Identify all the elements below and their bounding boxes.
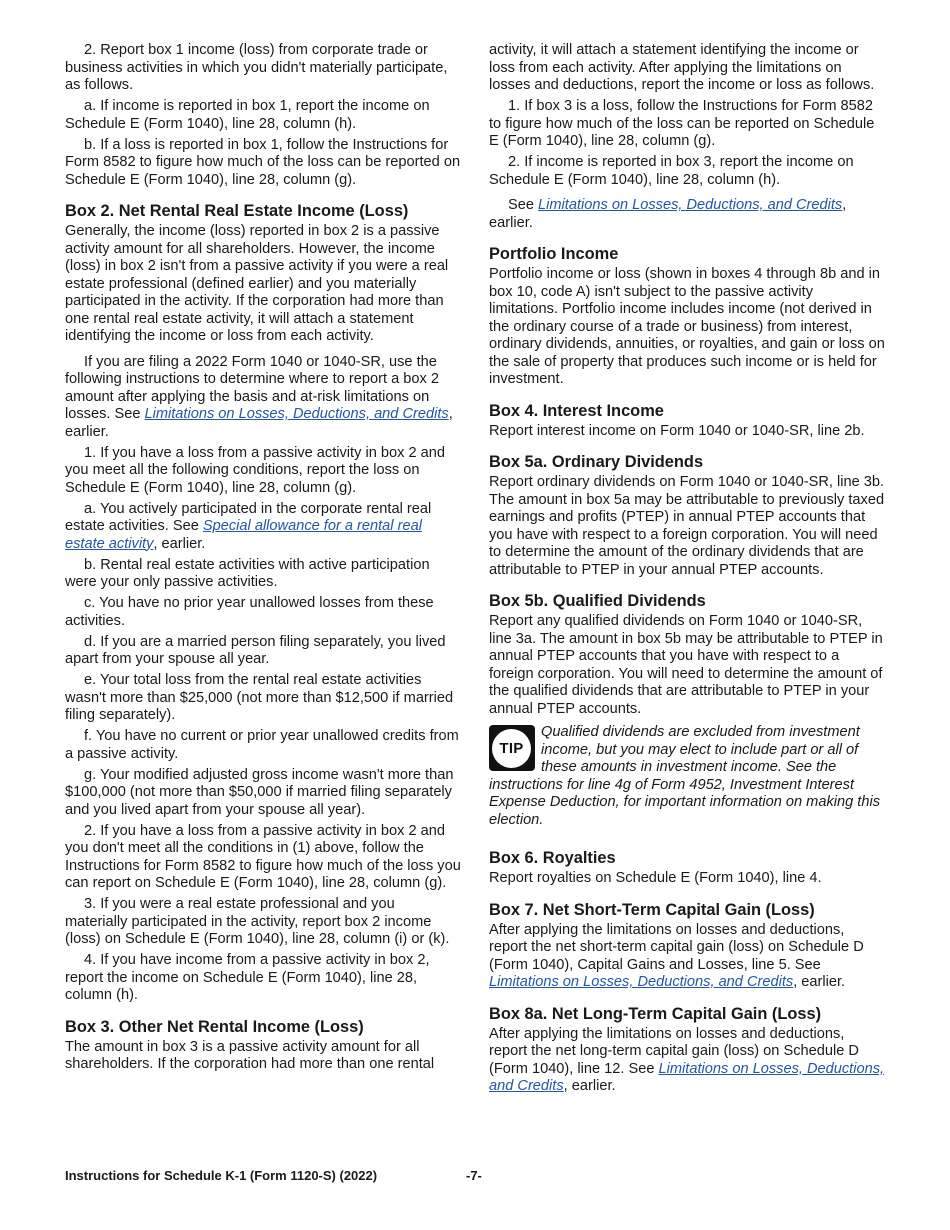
paragraph-box5a: Report ordinary dividends on Form 1040 or 1040-SR, line 3b. The amount in box 5a may be attributable to previously taxed earnings and profits (PTEP) in annual PTEP accounts that you have with respect to a foreign corporation. You will need to determine the amount of the ordinary dividends that are attributable to PTEP in your annual PTEP accounts. <box>489 474 885 578</box>
list-item-1g-condition: g. Your modified adjusted gross income wasn't more than $100,000 (not more than $50,000 if married filing separately and you lived apart from your spouse all year). <box>65 766 454 818</box>
paragraph-box3: The amount in box 3 is a passive activity amount for all shareholders. If the corporation had more than one rental <box>65 1038 435 1072</box>
left-column <box>65 42 461 1077</box>
list-item-1c-condition: c. You have no prior year unallowed losses from these activities. <box>65 595 434 629</box>
paragraph-box3-continued: activity, it will attach a statement identifying the income or loss from each activity. After applying the limitations on losses and deductions, report the income or loss as follows. <box>489 42 875 93</box>
list-item-1b: b. If a loss is reported in box 1, follow the Instructions for Form 8582 to figure how much of the loss can be reported on Schedule E (Form 1040), line 28, column (g). <box>65 136 461 188</box>
paragraph-box8a: After applying the limitations on losses and deductions, report the net long-term capital gain (loss) on Schedule D (Form 1040), line 12. See Limitations on Losses, Deductions, and Credits, earlier. <box>489 1025 885 1094</box>
heading-box7: Box 7. Net Short-Term Capital Gain (Loss) <box>489 900 815 919</box>
link-special-allowance[interactable]: Special allowance for a rental real estate activity <box>65 518 422 552</box>
heading-portfolio-income: Portfolio Income <box>489 245 619 263</box>
heading-box4: Box 4. Interest Income <box>489 401 664 420</box>
list-item-1a-condition: a. You actively participated in the corporate rental real estate activities. See Special allowance for a rental real estate activity, earlier. <box>65 500 432 552</box>
list-item-3: 3. If you were a real estate professional and you materially participated in the activity, report box 2 income (loss) on Schedule E (Form 1040), line 28, column (i) or (k). <box>65 896 450 947</box>
list-item-box3-2: 2. If income is reported in box 3, report the income on Schedule E (Form 1040), line 28, column (h). <box>489 154 854 188</box>
link-limitations[interactable]: Limitations on Losses, Deductions, and Credits <box>489 974 794 990</box>
heading-box5a: Box 5a. Ordinary Dividends <box>489 453 704 471</box>
list-item-1e-condition: e. Your total loss from the rental real estate activities wasn't more than $25,000 (not more than $12,500 if married filing separately). <box>65 672 454 723</box>
paragraph-box7: After applying the limitations on losses and deductions, report the net short-term capital gain (loss) on Schedule D (Form 1040), Capital Gains and Losses, line 5. See Limitations on Losses, Deductions, and Credits, earlier. <box>489 921 864 990</box>
link-limitations[interactable]: Limitations on Losses, Deductions, and Credits <box>538 197 843 213</box>
right-column <box>489 42 885 1099</box>
heading-box3: Box 3. Other Net Rental Income (Loss) <box>65 1017 364 1036</box>
paragraph-box6: Report royalties on Schedule E (Form 1040), line 4. <box>489 870 822 886</box>
paragraph-box2-filing: If you are filing a 2022 Form 1040 or 1040-SR, use the following instructions to determine where to report a box 2 amount after applying the basis and at-risk limitations on losses. See Limitations on Losses, Deductions, and Credits, earlier. <box>65 353 453 440</box>
link-limitations[interactable]: Limitations on Losses, Deductions, and Credits <box>144 406 449 422</box>
list-item-4: 4. If you have income from a passive activity in box 2, report the income on Schedule E (Form 1040), line 28, column (h). <box>65 952 430 1003</box>
footer-title: Instructions for Schedule K-1 (Form 1120-S) (2022) <box>65 1168 378 1183</box>
heading-box6: Box 6. Royalties <box>489 849 616 867</box>
paragraph-box2-intro: Generally, the income (loss) reported in box 2 is a passive activity amount for all shareholders. However, the income (loss) in box 2 isn't from a passive activity if you were a real estate professional (defined earlier) and you materially participated in the activity. If the corporation had more than one rental real estate activity, it will attach a statement identifying the income or loss from each activity. <box>65 223 449 344</box>
heading-box5b: Box 5b. Qualified Dividends <box>489 592 706 610</box>
list-item-1b-condition: b. Rental real estate activities with active participation were your only passive activities. <box>65 556 430 590</box>
page-number: -7- <box>466 1168 482 1183</box>
link-limitations[interactable]: Limitations on Losses, Deductions, and Credits <box>489 1060 885 1094</box>
heading-box2: Box 2. Net Rental Real Estate Income (Loss) <box>65 202 409 220</box>
paragraph-box4: Report interest income on Form 1040 or 1040-SR, line 2b. <box>489 422 865 439</box>
paragraph-report-box1: 2. Report box 1 income (loss) from corporate trade or business activities in which you didn't materially participate, as follows. <box>65 42 448 93</box>
list-item-1: 1. If you have a loss from a passive activity in box 2 and you meet all the following conditions, report the loss on Schedule E (Form 1040), line 28, column (g). <box>65 444 445 496</box>
list-item-1a: a. If income is reported in box 1, report the income on Schedule E (Form 1040), line 28, column (h). <box>65 98 430 132</box>
paragraph-portfolio-income: Portfolio income or loss (shown in boxes 4 through 8b and in box 10, code A) isn't subject to the passive activity limitations. Portfolio income includes income (not derived in the ordinary course of a trade or business) from interest, ordinary dividends, annuities, or royalties, and gain or loss on the sale of property that produces such income or is held for investment. <box>489 266 885 387</box>
heading-box8a: Box 8a. Net Long-Term Capital Gain (Loss) <box>489 1004 822 1023</box>
paragraph-box5b: Report any qualified dividends on Form 1040 or 1040-SR, line 3a. The amount in box 5b may be attributable to PTEP in annual PTEP accounts that you have with respect to a foreign corporation. You will need to determine the amount of the qualified dividends that are attributable to PTEP in your annual PTEP accounts. <box>489 613 883 717</box>
list-item-2: 2. If you have a loss from a passive activity in box 2 and you don't meet all the conditions in (1) above, follow the Instructions for Form 8582 to figure how much of the loss you can report on Schedule E (Form 1040), line 28, column (g). <box>65 822 461 891</box>
list-item-1d-condition: d. If you are a married person filing separately, you lived apart from your spouse all year. <box>65 633 446 667</box>
tip-icon <box>489 725 535 771</box>
list-item-box3-1: 1. If box 3 is a loss, follow the Instructions for Form 8582 to figure how much of the loss can be reported on Schedule E (Form 1040), line 28, column (g). <box>489 98 875 149</box>
tip-label: TIP <box>499 739 524 757</box>
tip-text: Qualified dividends are excluded from investment income, but you may elect to include part or all of these amounts in investment income. See the instructions for line 4g of Form 4952, Investment Interest Expense Deduction, for important information on making this election. <box>489 724 880 828</box>
paragraph-see-limitations: See Limitations on Losses, Deductions, and Credits, earlier. <box>489 197 847 231</box>
tip-callout <box>489 724 885 829</box>
list-item-1f-condition: f. You have no current or prior year unallowed credits from a passive activity. <box>65 728 459 762</box>
